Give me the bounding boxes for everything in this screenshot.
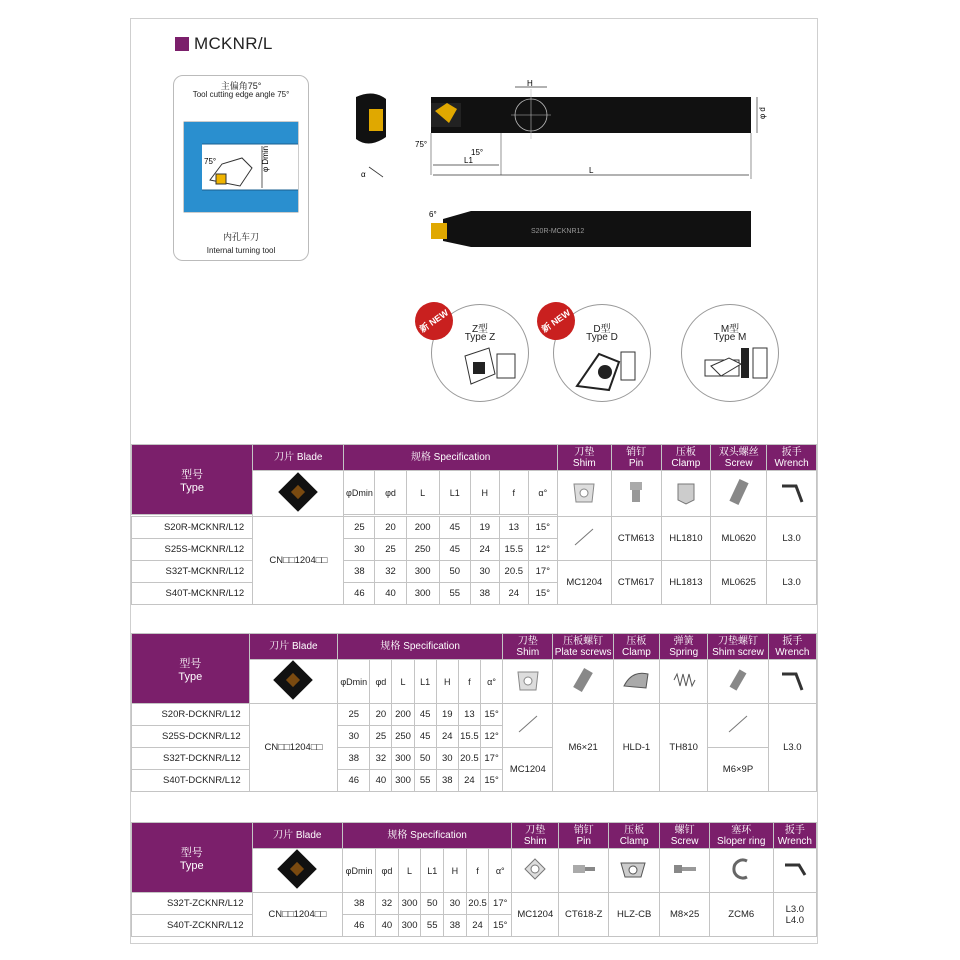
plate-screws-value: M6×21 [553,704,613,792]
pin-value: CT618-Z [559,893,608,937]
pin-value: CTM613 [611,517,661,561]
type-cell: S25S-DCKNR/L12 [132,726,250,748]
wrench-value: L3.0 [767,561,817,605]
spec-cell: 200 [406,517,439,539]
wrench-value: L3.0 [767,517,817,561]
spec-cell: 20.5 [458,748,480,770]
new-badge: 新 NEW [530,295,583,348]
spec-cell: 32 [375,561,406,583]
boring-diagram-icon [182,120,302,216]
spec-cell: 30 [338,726,370,748]
blade-header: 刀片 Blade [249,634,338,660]
spec-cell: 32 [376,893,399,915]
insert-side-icon [431,223,447,239]
spec-cell: 50 [439,561,470,583]
spec-cell: 24 [458,770,480,792]
type-cell: S32T-ZCKNR/L12 [132,893,253,915]
spec-cell: 24 [470,539,499,561]
type-cell: S40T-ZCKNR/L12 [132,915,253,937]
type-cell: S25S-MCKNR/L12 [132,539,253,561]
shim-screw-icon [708,660,768,704]
wrench-header: 扳手 Wrench [773,823,816,849]
spec-col-l: L [392,660,414,704]
spec-cell: 30 [444,893,467,915]
shim-value: MC1204 [503,748,553,792]
new-badge: 新 NEW [408,295,461,348]
spec-cell: 38 [343,893,376,915]
badge-cn: M型 [720,324,740,335]
spec-col-l: L [406,471,439,515]
spec-col-l: L [398,849,421,893]
spec-cell: 38 [444,915,467,937]
spec-cell: 38 [338,748,370,770]
spec-cell: 15.5 [458,726,480,748]
spec-cell: 15° [528,583,557,605]
angle-bottom-en: Internal turning tool [206,246,276,255]
spec-cell: 20.5 [499,561,528,583]
spec-col-h: H [444,849,467,893]
blade-insert-icon [252,849,343,893]
wrench-value: L3.0 [768,704,816,792]
spec-cell: 20 [375,517,406,539]
tool-bar-icon [431,97,751,133]
spec-col-d: φd [375,471,406,515]
angle-label: 75° [204,157,217,166]
section-header [175,35,273,53]
type-cell: S32T-DCKNR/L12 [132,748,250,770]
spec-cell: 13 [458,704,480,726]
badge-en: Type Z [464,332,496,343]
shim-header: 刀垫 Shim [512,823,559,849]
screw-value: ML0620 [711,517,767,561]
screw-header: 螺钉 Screw [660,823,709,849]
spec-col-f: f [466,849,489,893]
clamp-icon [608,849,659,893]
spec-col-l1: L1 [421,849,444,893]
spec-cell: 12° [480,726,502,748]
spec-cell: 250 [406,539,439,561]
type-header: 型号 Type [132,823,253,893]
spec-cell: 45 [414,704,436,726]
spec-table-mcknr [131,444,817,605]
spec-col-alpha: α° [489,849,512,893]
spec-cell: 55 [421,915,444,937]
shim-icon [557,471,611,517]
spec-cell: 20 [370,704,392,726]
spec-cell: 40 [375,583,406,605]
blade-insert-icon [249,660,338,704]
angle-6-label: 6° [429,210,437,219]
type-cell: S32T-MCKNR/L12 [132,561,253,583]
wrench-icon [773,849,816,893]
spec-cell: 38 [344,561,375,583]
spec-cell: 300 [392,748,414,770]
spec-col-dmin: φDmin [338,660,370,704]
clamp-value: HLZ-CB [608,893,659,937]
cutting-angle-box [173,75,309,261]
shim-none-cell [557,517,611,561]
spec-cell: 300 [398,893,421,915]
spec-table-dcknr [131,633,817,792]
screw-header: 双头螺丝 Screw [711,445,767,471]
angle-75-label: 75° [415,140,428,149]
catalog-page [130,18,818,944]
spec-col-alpha: α° [480,660,502,704]
spec-col-l1: L1 [414,660,436,704]
spec-header: 规格 Specification [344,445,558,471]
spec-col-f: f [499,471,528,515]
spec-cell: 300 [406,561,439,583]
shim-screw-value: M6×9P [708,748,768,792]
type-header: 型号 Type [132,634,250,704]
shim-value: MC1204 [557,561,611,605]
spec-col-alpha: α° [528,471,557,515]
spec-cell: 50 [414,748,436,770]
spec-col-l1: L1 [439,471,470,515]
badge-cn: Z型 [471,324,489,335]
wrench-header: 扳手 Wrench [767,445,817,471]
blade-header: 刀片 Blade [253,445,344,471]
badge-en: Type D [586,332,618,343]
insert-icon [369,109,383,131]
angle-title-en: Tool cutting edge angle 75° [192,90,290,99]
pin-icon [611,471,661,517]
clamp-value: HL1810 [661,517,711,561]
angle-bottom-cn: 内孔车刀 [222,232,259,242]
clamp-value: HL1813 [661,561,711,605]
blade-code: CN□□1204□□ [253,517,344,605]
spec-cell: 55 [439,583,470,605]
spec-cell: 30 [436,748,458,770]
tool-holder-drawing [331,79,771,279]
wrench-icon [767,471,817,517]
spring-header: 弹簧 Spring [660,634,708,660]
spec-cell: 300 [392,770,414,792]
blade-insert-icon [253,471,344,517]
l1-label: L1 [464,156,473,165]
wrench-value: L3.0 L4.0 [773,893,816,937]
shim-screw-none-cell [708,704,768,748]
d-label: φ d [758,107,767,119]
spec-cell: 30 [470,561,499,583]
clamp-header: 压板 Clamp [613,634,659,660]
spec-cell: 19 [436,704,458,726]
badge-type-z [417,304,529,402]
spec-cell: 300 [406,583,439,605]
spec-table-zcknr [131,822,817,937]
spec-cell: 25 [338,704,370,726]
spec-cell: 40 [370,770,392,792]
screw-value: ML0625 [711,561,767,605]
badge-en: Type M [713,332,747,343]
blade-code: CN□□1204□□ [252,893,343,937]
blade-header: 刀片 Blade [252,823,343,849]
spec-cell: 20.5 [466,893,489,915]
spec-cell: 24 [499,583,528,605]
angle-15-label: 15° [471,148,484,157]
wrench-header: 扳手 Wrench [768,634,816,660]
type-cell: S40T-MCKNR/L12 [132,583,253,605]
shim-screw-header: 刀垫螺钉 Shim screw [708,634,768,660]
spec-cell: 15° [480,770,502,792]
page-title: MCKNR/L [194,34,273,53]
clamp-header: 压板 Clamp [661,445,711,471]
spec-cell: 250 [392,726,414,748]
spec-cell: 40 [376,915,399,937]
spec-cell: 46 [343,915,376,937]
spring-value: TH810 [660,704,708,792]
spec-cell: 30 [344,539,375,561]
sloper-ring-icon [709,849,773,893]
type-cell: S40T-DCKNR/L12 [132,770,250,792]
spec-cell: 17° [480,748,502,770]
clamp-icon [661,471,711,517]
spec-col-dmin: φDmin [343,849,376,893]
h-label: H [527,79,533,88]
pin-value: CTM617 [611,561,661,605]
spec-cell: 55 [414,770,436,792]
spec-header: 规格 Specification [338,634,503,660]
screw-value: M8×25 [660,893,709,937]
spec-cell: 19 [470,517,499,539]
l-label: L [589,166,594,175]
spec-header: 规格 Specification [343,823,512,849]
spec-col-f: f [458,660,480,704]
badge-cn: D型 [593,324,611,335]
shim-icon [512,849,559,893]
screw-icon [660,849,709,893]
clamp-header: 压板 Clamp [608,823,659,849]
spec-cell: 46 [344,583,375,605]
plate-screws-header: 压板螺钉 Plate screws [554,635,612,658]
spec-cell: 32 [370,748,392,770]
spec-cell: 15° [489,915,512,937]
dmin-label: φ Dmin [261,145,270,172]
pin-header: 销钉 Pin [559,823,608,849]
spec-cell: 38 [470,583,499,605]
shim-header: 刀垫 Shim [557,445,611,471]
spec-cell: 15° [528,517,557,539]
spec-cell: 45 [439,517,470,539]
spec-cell: 13 [499,517,528,539]
double-screw-icon [711,471,767,517]
clamp-icon [613,660,659,704]
spec-col-d: φd [376,849,399,893]
tool-bar-side-icon [471,211,751,247]
spec-cell: 17° [489,893,512,915]
pin-header: 销钉 Pin [611,445,661,471]
alpha-label: α [361,170,366,179]
spec-col-h: H [470,471,499,515]
type-cell: S20R-MCKNR/L12 [132,517,253,539]
shim-icon [503,660,553,704]
spec-cell: 25 [344,517,375,539]
wrench-icon [768,660,816,704]
badge-type-d [539,304,651,402]
plate-screw-icon [553,660,613,704]
sloper-ring-header: 塞环 Sloper ring [709,823,773,849]
spec-cell: 45 [439,539,470,561]
header-marker [175,37,189,51]
shim-header: 刀垫 Shim [503,634,553,660]
spec-cell: 15° [480,704,502,726]
spec-cell: 38 [436,770,458,792]
pin-icon [559,849,608,893]
angle-title-cn: 主偏角75° [220,81,262,91]
spec-cell: 46 [338,770,370,792]
spec-cell: 45 [414,726,436,748]
shim-value: MC1204 [512,893,559,937]
spec-cell: 24 [436,726,458,748]
spec-col-d: φd [370,660,392,704]
shim-none-cell [503,704,553,748]
type-cell: S20R-DCKNR/L12 [132,704,250,726]
spec-cell: 300 [398,915,421,937]
spec-cell: 50 [421,893,444,915]
type-header: 型号 Type [132,445,253,515]
bar-marking: S20R-MCKNR12 [531,228,585,235]
spec-cell: 17° [528,561,557,583]
spec-cell: 12° [528,539,557,561]
spec-cell: 24 [466,915,489,937]
spec-cell: 15.5 [499,539,528,561]
spec-cell: 25 [370,726,392,748]
sloper-ring-value: ZCM6 [709,893,773,937]
spec-col-h: H [436,660,458,704]
spec-cell: 25 [375,539,406,561]
spec-cell: 200 [392,704,414,726]
spring-icon [660,660,708,704]
type-m-clamp-icon [681,304,779,402]
blade-code: CN□□1204□□ [249,704,338,792]
badge-type-m [681,304,779,402]
clamp-value: HLD-1 [613,704,659,792]
spec-col-dmin: φDmin [344,471,375,515]
